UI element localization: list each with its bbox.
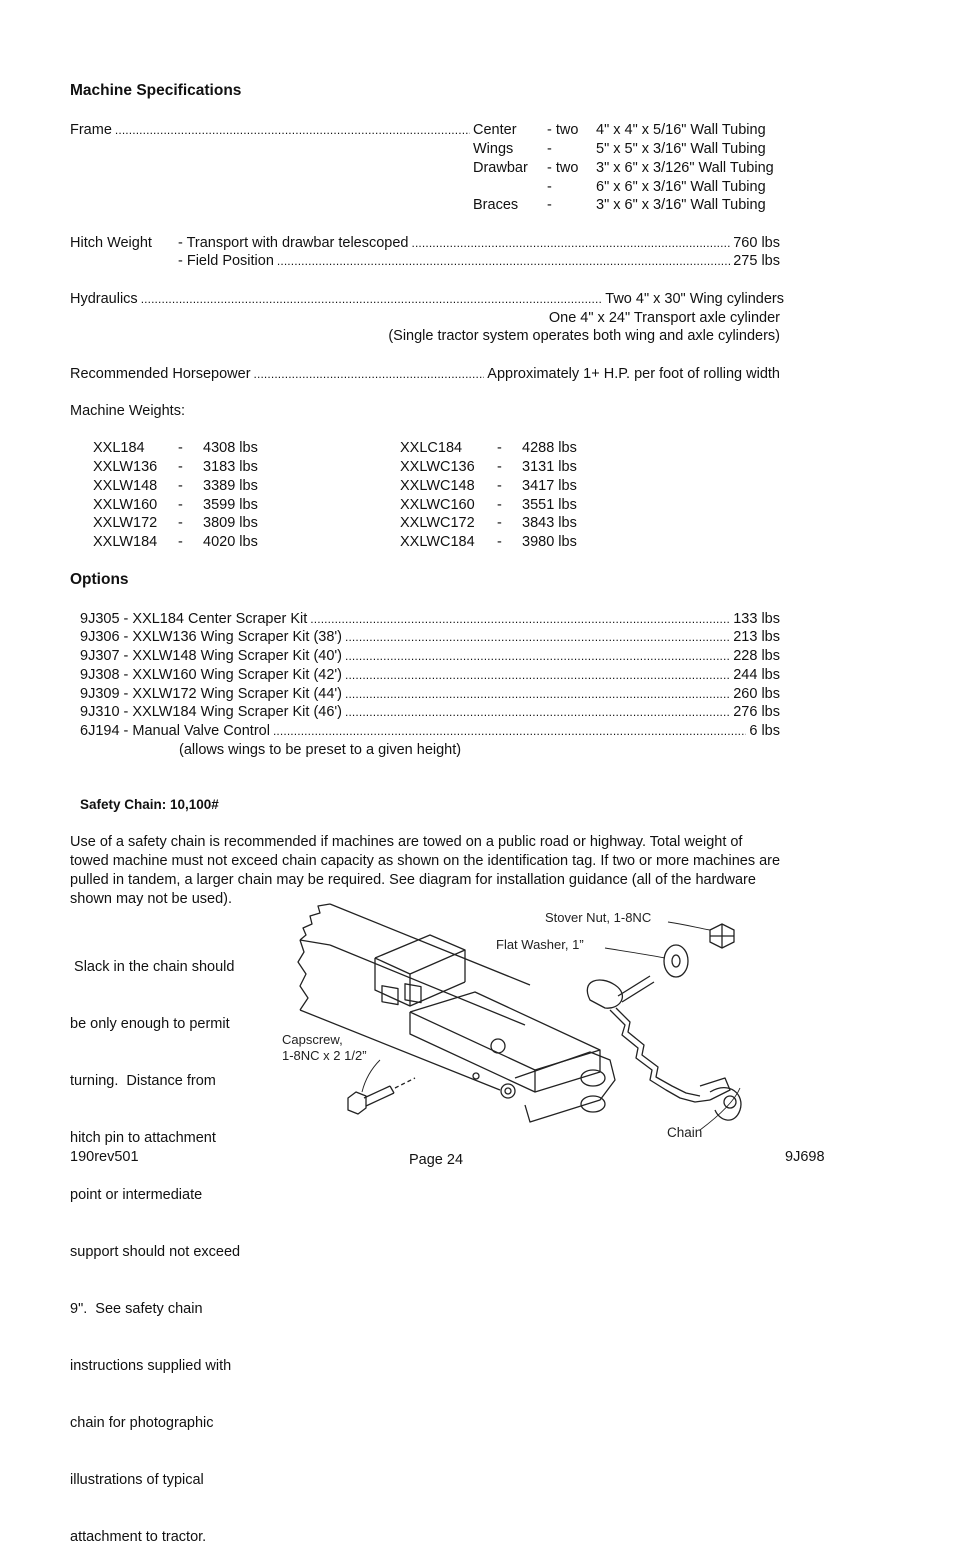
capscrew-spec-label: 1-8NC x 2 1/2” (282, 1048, 367, 1063)
frame-row (70, 121, 473, 139)
frame-part: Wings (473, 141, 514, 157)
horsepower-label: Recommended Horsepower (70, 366, 251, 382)
paragraph-line: hitch pin to attachment (70, 1130, 216, 1146)
frame-label: Frame (70, 122, 112, 138)
hydraulics-row (70, 290, 784, 308)
leader-dots (273, 722, 746, 740)
frame-qty: - (547, 141, 552, 157)
frame-qty: - two (547, 122, 579, 138)
leader-dots (141, 290, 603, 308)
leader-dots (412, 234, 731, 252)
frame-part: Center (473, 122, 517, 138)
hydraulics-label: Hydraulics (70, 291, 138, 307)
weight-model: XXLWC160 (400, 497, 475, 513)
weight-model: XXLW184 (93, 534, 158, 550)
leader-dots (115, 121, 470, 139)
hitch-row-field (178, 252, 780, 270)
slack-paragraph (70, 920, 260, 1566)
weight-dash: - (497, 459, 502, 475)
weight-dash: - (178, 478, 183, 494)
weight-dash: - (178, 440, 183, 456)
washer-label: Flat Washer, 1” (496, 937, 584, 952)
footer-right: 9J698 (785, 1149, 825, 1165)
weight-value: 3980 lbs (522, 534, 577, 550)
section-heading-specs: Machine Specifications (70, 82, 242, 99)
leader-dots (310, 610, 730, 628)
hitch-clevis (410, 992, 615, 1122)
footer-left: 190rev501 (70, 1149, 139, 1165)
option-row (80, 666, 780, 684)
frame-desc: 6" x 6" x 3/16" Wall Tubing (596, 179, 766, 195)
option-row (80, 628, 780, 646)
page-number: Page 24 (409, 1152, 464, 1168)
hitch-desc: - Field Position (178, 253, 274, 269)
weight-dash: - (497, 515, 502, 531)
hitch-value: 760 lbs (733, 235, 780, 251)
weights-label: Machine Weights: (70, 403, 185, 419)
frame-qty: - (547, 197, 552, 213)
weight-dash: - (178, 459, 183, 475)
paragraph-line: towed machine must not exceed chain capacity as shown on the identification tag. If two or more machines are (70, 853, 781, 869)
paragraph-line: point or intermediate (70, 1187, 203, 1203)
option-label: 9J307 - XXLW148 Wing Scraper Kit (40') (80, 648, 342, 664)
options-note: (allows wings to be preset to a given height) (179, 742, 462, 758)
capscrew-icon (348, 1078, 415, 1114)
section-heading-safety: Safety Chain: 10,100# (80, 797, 219, 812)
paragraph-line: Use of a safety chain is recommended if machines are towed on a public road or highway. Total weight of (70, 834, 743, 850)
hydraulics-line3: (Single tractor system operates both wing and axle cylinders) (388, 328, 780, 344)
paragraph-line: chain for photographic (70, 1415, 214, 1431)
option-label: 6J194 - Manual Valve Control (80, 723, 270, 739)
hydraulics-value: Two 4" x 30" Wing cylinders (605, 291, 784, 307)
weight-dash: - (497, 440, 502, 456)
frame-desc: 4" x 4" x 5/16" Wall Tubing (596, 122, 766, 138)
horsepower-value: Approximately 1+ H.P. per foot of rolling width (487, 366, 780, 382)
frame-qty: - (547, 179, 552, 195)
weight-model: XXL184 (93, 440, 145, 456)
weight-model: XXLW136 (93, 459, 158, 475)
frame-qty: - two (547, 160, 579, 176)
option-weight: 260 lbs (733, 686, 780, 702)
safety-paragraph (70, 833, 830, 909)
paragraph-line: pulled in tandem, a larger chain may be required. See diagram for installation guidance (all of the hardware (70, 872, 756, 888)
option-weight: 133 lbs (733, 611, 780, 627)
frame-desc: 3" x 6" x 3/16" Wall Tubing (596, 197, 766, 213)
weight-dash: - (178, 534, 183, 550)
leader-dots (345, 647, 730, 665)
weight-model: XXLWC172 (400, 515, 475, 531)
chain-label: Chain (667, 1125, 703, 1140)
chain-icon (587, 976, 741, 1120)
weight-dash: - (178, 497, 183, 513)
option-weight: 276 lbs (733, 704, 780, 720)
safety-chain-diagram (270, 900, 810, 1150)
flat-washer-icon (664, 945, 688, 977)
option-label: 9J308 - XXLW160 Wing Scraper Kit (42') (80, 667, 342, 683)
weight-dash: - (497, 478, 502, 494)
weight-value: 3551 lbs (522, 497, 577, 513)
leader-dots (345, 628, 730, 646)
paragraph-line: support should not exceed (70, 1244, 241, 1260)
leader-dots (345, 685, 730, 703)
option-row (80, 722, 780, 740)
weight-value: 3417 lbs (522, 478, 577, 494)
weight-model: XXLWC136 (400, 459, 475, 475)
paragraph-line: be only enough to permit (70, 1016, 230, 1032)
weight-value: 3131 lbs (522, 459, 577, 475)
paragraph-line: instructions supplied with (70, 1358, 232, 1374)
frame-part: Drawbar (473, 160, 528, 176)
weight-value: 3809 lbs (203, 515, 258, 531)
option-row (80, 610, 780, 628)
weight-value: 4020 lbs (203, 534, 258, 550)
hitch-label: Hitch Weight (70, 235, 152, 251)
paragraph-line: illustrations of typical (70, 1472, 204, 1488)
hydraulics-line2: One 4" x 24" Transport axle cylinder (548, 310, 780, 326)
option-row (80, 685, 780, 703)
option-label: 9J305 - XXL184 Center Scraper Kit (80, 611, 308, 627)
leader-dots (277, 252, 730, 270)
nut-label: Stover Nut, 1-8NC (545, 910, 652, 925)
option-weight: 6 lbs (749, 723, 780, 739)
leader-dots (345, 703, 730, 721)
frame-desc: 5" x 5" x 3/16" Wall Tubing (596, 141, 766, 157)
capscrew-label: Capscrew, (282, 1032, 343, 1047)
frame-part: Braces (473, 197, 519, 213)
paragraph-line: attachment to tractor. (70, 1529, 207, 1545)
option-weight: 244 lbs (733, 667, 780, 683)
option-weight: 228 lbs (733, 648, 780, 664)
option-row (80, 703, 780, 721)
frame-desc: 3" x 6" x 3/126" Wall Tubing (596, 160, 774, 176)
hitch-desc: - Transport with drawbar telescoped (178, 235, 409, 251)
option-weight: 213 lbs (733, 629, 780, 645)
weight-value: 3183 lbs (203, 459, 258, 475)
weight-model: XXLWC148 (400, 478, 475, 494)
stover-nut-icon (710, 924, 734, 948)
weight-dash: - (497, 534, 502, 550)
weight-value: 3599 lbs (203, 497, 258, 513)
paragraph-line: turning. Distance from (70, 1073, 216, 1089)
hitch-row-transport (178, 234, 780, 252)
weight-model: XXLW172 (93, 515, 158, 531)
horsepower-row (70, 365, 780, 383)
weight-model: XXLW148 (93, 478, 158, 494)
weight-value: 3843 lbs (522, 515, 577, 531)
weight-model: XXLWC184 (400, 534, 475, 550)
paragraph-line: 9". See safety chain (70, 1301, 203, 1317)
option-label: 9J306 - XXLW136 Wing Scraper Kit (38') (80, 629, 342, 645)
leader-dots (254, 365, 485, 383)
option-row (80, 647, 780, 665)
leader-dots (345, 666, 730, 684)
weight-value: 4308 lbs (203, 440, 258, 456)
option-label: 9J310 - XXLW184 Wing Scraper Kit (46') (80, 704, 342, 720)
section-heading-options: Options (70, 571, 129, 588)
paragraph-line: shown may not be used). (70, 891, 233, 907)
option-label: 9J309 - XXLW172 Wing Scraper Kit (44') (80, 686, 342, 702)
weight-dash: - (178, 515, 183, 531)
weight-value: 3389 lbs (203, 478, 258, 494)
weight-value: 4288 lbs (522, 440, 577, 456)
hitch-value: 275 lbs (733, 253, 780, 269)
weight-model: XXLW160 (93, 497, 158, 513)
paragraph-line: Slack in the chain should (70, 959, 235, 975)
weight-dash: - (497, 497, 502, 513)
weight-model: XXLC184 (400, 440, 463, 456)
